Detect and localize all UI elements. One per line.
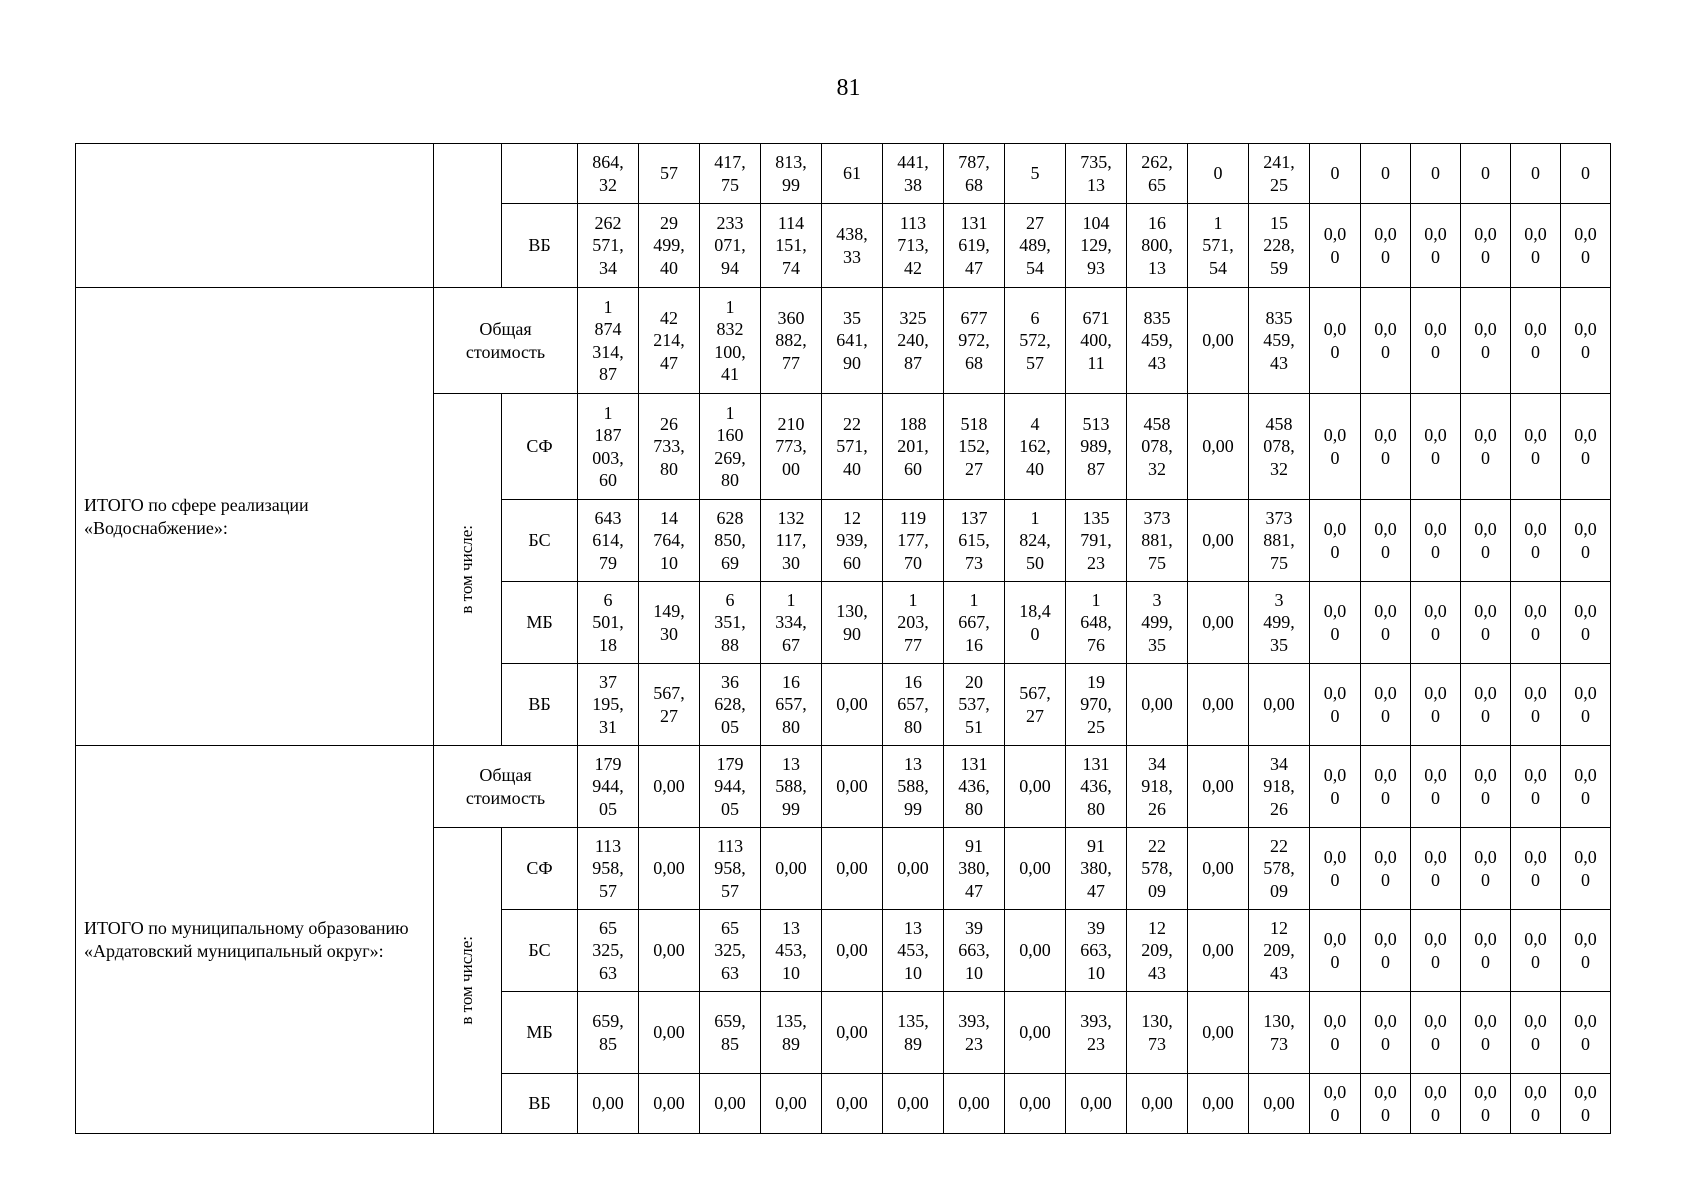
table-row <box>76 288 1611 394</box>
value-cell: 113 958, 57 <box>700 828 761 910</box>
value-cell: 0,0 0 <box>1561 582 1611 664</box>
value-cell: 0,00 <box>822 746 883 828</box>
page-number: 81 <box>836 75 861 101</box>
value-cell: 0,00 <box>822 910 883 992</box>
funding-source-label: БС <box>502 910 578 992</box>
value-cell: 373 881, 75 <box>1127 500 1188 582</box>
value-cell: 1 334, 67 <box>761 582 822 664</box>
value-cell: 0,00 <box>1188 664 1249 746</box>
value-cell: 835 459, 43 <box>1127 288 1188 394</box>
value-cell: 5 <box>1005 144 1066 204</box>
value-cell: 0,00 <box>822 664 883 746</box>
value-cell: 0,00 <box>639 1074 700 1134</box>
value-cell: 262 571, 34 <box>578 204 639 288</box>
value-cell: 37 195, 31 <box>578 664 639 746</box>
value-cell: 0,0 0 <box>1310 582 1361 664</box>
value-cell: 0,0 0 <box>1411 582 1461 664</box>
value-cell: 0,0 0 <box>1511 828 1561 910</box>
value-cell: 135, 89 <box>883 992 944 1074</box>
value-cell: 0,00 <box>1188 992 1249 1074</box>
value-cell: 0,00 <box>1188 288 1249 394</box>
value-cell: 14 764, 10 <box>639 500 700 582</box>
value-cell: 39 663, 10 <box>944 910 1005 992</box>
value-cell: 438, 33 <box>822 204 883 288</box>
value-cell: 0,0 0 <box>1310 746 1361 828</box>
value-cell: 0,0 0 <box>1310 664 1361 746</box>
value-cell: 4 162, 40 <box>1005 394 1066 500</box>
value-cell: 0,0 0 <box>1411 204 1461 288</box>
value-cell: 787, 68 <box>944 144 1005 204</box>
value-cell: 13 588, 99 <box>883 746 944 828</box>
value-cell: 325 240, 87 <box>883 288 944 394</box>
value-cell: 864, 32 <box>578 144 639 204</box>
rotated-label-wrap <box>434 936 501 1025</box>
value-cell: 0,0 0 <box>1361 394 1411 500</box>
value-cell: 16 657, 80 <box>883 664 944 746</box>
value-cell: 0,0 0 <box>1511 500 1561 582</box>
value-cell: 27 489, 54 <box>1005 204 1066 288</box>
empty-subcat-cell <box>434 144 502 288</box>
value-cell: 0,00 <box>1188 394 1249 500</box>
value-cell: 659, 85 <box>578 992 639 1074</box>
value-cell: 0,0 0 <box>1561 664 1611 746</box>
value-cell: 0,0 0 <box>1310 1074 1361 1134</box>
value-cell: 0,0 0 <box>1411 992 1461 1074</box>
value-cell: 0,0 0 <box>1511 910 1561 992</box>
value-cell: 1 160 269, 80 <box>700 394 761 500</box>
value-cell: 0,0 0 <box>1511 394 1561 500</box>
value-cell: 671 400, 11 <box>1066 288 1127 394</box>
value-cell: 0,0 0 <box>1561 204 1611 288</box>
value-cell: 18,4 0 <box>1005 582 1066 664</box>
total-cost-label: Общая стоимость <box>434 746 578 828</box>
value-cell: 0,0 0 <box>1461 828 1511 910</box>
value-cell: 1 187 003, 60 <box>578 394 639 500</box>
value-cell: 0,00 <box>1188 910 1249 992</box>
value-cell: 441, 38 <box>883 144 944 204</box>
value-cell: 16 800, 13 <box>1127 204 1188 288</box>
value-cell: 0,0 0 <box>1511 992 1561 1074</box>
value-cell: 0,0 0 <box>1310 394 1361 500</box>
value-cell: 29 499, 40 <box>639 204 700 288</box>
value-cell: 0 <box>1461 144 1511 204</box>
value-cell: 0,00 <box>944 1074 1005 1134</box>
value-cell: 0,0 0 <box>1561 394 1611 500</box>
value-cell: 65 325, 63 <box>700 910 761 992</box>
value-cell: 0,0 0 <box>1511 1074 1561 1134</box>
value-cell: 15 228, 59 <box>1249 204 1310 288</box>
value-cell: 0,0 0 <box>1561 828 1611 910</box>
value-cell: 0 <box>1411 144 1461 204</box>
value-cell: 6 501, 18 <box>578 582 639 664</box>
value-cell: 0,0 0 <box>1461 910 1511 992</box>
value-cell: 262, 65 <box>1127 144 1188 204</box>
value-cell: 0,0 0 <box>1511 288 1561 394</box>
value-cell: 188 201, 60 <box>883 394 944 500</box>
value-cell: 0,0 0 <box>1561 288 1611 394</box>
value-cell: 0,0 0 <box>1361 288 1411 394</box>
value-cell: 0,00 <box>578 1074 639 1134</box>
value-cell: 20 537, 51 <box>944 664 1005 746</box>
rotated-label-wrap <box>434 525 501 614</box>
value-cell: 137 615, 73 <box>944 500 1005 582</box>
value-cell: 12 209, 43 <box>1127 910 1188 992</box>
value-cell: 0,00 <box>822 992 883 1074</box>
value-cell: 0,0 0 <box>1561 910 1611 992</box>
value-cell: 104 129, 93 <box>1066 204 1127 288</box>
value-cell: 0,0 0 <box>1310 910 1361 992</box>
value-cell: 0,0 0 <box>1310 500 1361 582</box>
value-cell: 91 380, 47 <box>944 828 1005 910</box>
financing-table <box>75 143 1611 1134</box>
value-cell: 628 850, 69 <box>700 500 761 582</box>
value-cell: 130, 73 <box>1127 992 1188 1074</box>
value-cell: 0,00 <box>761 1074 822 1134</box>
value-cell: 0,0 0 <box>1361 664 1411 746</box>
value-cell: 643 614, 79 <box>578 500 639 582</box>
value-cell: 26 733, 80 <box>639 394 700 500</box>
value-cell: 567, 27 <box>1005 664 1066 746</box>
value-cell: 0,0 0 <box>1310 204 1361 288</box>
funding-source-label <box>502 144 578 204</box>
value-cell: 393, 23 <box>944 992 1005 1074</box>
funding-source-label: МБ <box>502 992 578 1074</box>
value-cell: 132 117, 30 <box>761 500 822 582</box>
value-cell: 3 499, 35 <box>1127 582 1188 664</box>
value-cell: 813, 99 <box>761 144 822 204</box>
value-cell: 0,0 0 <box>1461 500 1511 582</box>
value-cell: 13 588, 99 <box>761 746 822 828</box>
value-cell: 0,0 0 <box>1361 910 1411 992</box>
value-cell: 19 970, 25 <box>1066 664 1127 746</box>
empty-name-cell <box>76 144 434 288</box>
value-cell: 0,0 0 <box>1310 288 1361 394</box>
value-cell: 0,00 <box>1188 828 1249 910</box>
value-cell: 518 152, 27 <box>944 394 1005 500</box>
value-cell: 513 989, 87 <box>1066 394 1127 500</box>
value-cell: 0,0 0 <box>1461 1074 1511 1134</box>
value-cell: 0,0 0 <box>1511 746 1561 828</box>
value-cell: 12 939, 60 <box>822 500 883 582</box>
value-cell: 0,0 0 <box>1361 828 1411 910</box>
funding-source-label: ВБ <box>502 1074 578 1134</box>
total-cost-label: Общая стоимость <box>434 288 578 394</box>
value-cell: 0,0 0 <box>1411 394 1461 500</box>
value-cell: 0 <box>1511 144 1561 204</box>
value-cell: 0,00 <box>1127 1074 1188 1134</box>
value-cell: 0,00 <box>1127 664 1188 746</box>
value-cell: 0 <box>1561 144 1611 204</box>
value-cell: 0,00 <box>639 828 700 910</box>
value-cell: 0,0 0 <box>1310 992 1361 1074</box>
value-cell: 149, 30 <box>639 582 700 664</box>
value-cell: 0,00 <box>639 746 700 828</box>
value-cell: 0,00 <box>1005 828 1066 910</box>
funding-source-label: ВБ <box>502 664 578 746</box>
value-cell: 131 436, 80 <box>1066 746 1127 828</box>
in-that-number-label <box>434 394 502 746</box>
value-cell: 0,00 <box>639 910 700 992</box>
value-cell: 113 958, 57 <box>578 828 639 910</box>
value-cell: 210 773, 00 <box>761 394 822 500</box>
value-cell: 0,0 0 <box>1561 500 1611 582</box>
value-cell: 659, 85 <box>700 992 761 1074</box>
value-cell: 0,0 0 <box>1461 288 1511 394</box>
value-cell: 22 578, 09 <box>1249 828 1310 910</box>
value-cell: 0,0 0 <box>1461 582 1511 664</box>
value-cell: 179 944, 05 <box>578 746 639 828</box>
value-cell: 0,0 0 <box>1511 204 1561 288</box>
value-cell: 0,00 <box>1005 1074 1066 1134</box>
value-cell: 22 578, 09 <box>1127 828 1188 910</box>
value-cell: 42 214, 47 <box>639 288 700 394</box>
value-cell: 130, 73 <box>1249 992 1310 1074</box>
funding-source-label: ВБ <box>502 204 578 288</box>
value-cell: 6 572, 57 <box>1005 288 1066 394</box>
value-cell: 0,00 <box>822 828 883 910</box>
value-cell: 0 <box>1361 144 1411 204</box>
value-cell: 0,0 0 <box>1511 664 1561 746</box>
value-cell: 233 071, 94 <box>700 204 761 288</box>
value-cell: 0,0 0 <box>1310 828 1361 910</box>
value-cell: 0,0 0 <box>1411 288 1461 394</box>
value-cell: 393, 23 <box>1066 992 1127 1074</box>
funding-source-label: СФ <box>502 394 578 500</box>
value-cell: 0,0 0 <box>1361 582 1411 664</box>
value-cell: 61 <box>822 144 883 204</box>
value-cell: 3 499, 35 <box>1249 582 1310 664</box>
value-cell: 0,00 <box>883 1074 944 1134</box>
value-cell: 0,0 0 <box>1361 1074 1411 1134</box>
value-cell: 0,0 0 <box>1461 992 1511 1074</box>
value-cell: 0 <box>1188 144 1249 204</box>
value-cell: 0,00 <box>1005 746 1066 828</box>
value-cell: 114 151, 74 <box>761 204 822 288</box>
value-cell: 35 641, 90 <box>822 288 883 394</box>
value-cell: 0,00 <box>761 828 822 910</box>
value-cell: 0,0 0 <box>1411 910 1461 992</box>
value-cell: 0 <box>1310 144 1361 204</box>
value-cell: 57 <box>639 144 700 204</box>
value-cell: 458 078, 32 <box>1249 394 1310 500</box>
value-cell: 0,0 0 <box>1411 746 1461 828</box>
value-cell: 36 628, 05 <box>700 664 761 746</box>
value-cell: 34 918, 26 <box>1127 746 1188 828</box>
funding-source-label: МБ <box>502 582 578 664</box>
value-cell: 417, 75 <box>700 144 761 204</box>
value-cell: 241, 25 <box>1249 144 1310 204</box>
value-cell: 119 177, 70 <box>883 500 944 582</box>
block-title: ИТОГО по сфере реализации «Водоснабжение»: <box>76 288 434 746</box>
value-cell: 735, 13 <box>1066 144 1127 204</box>
value-cell: 835 459, 43 <box>1249 288 1310 394</box>
value-cell: 65 325, 63 <box>578 910 639 992</box>
value-cell: 0,00 <box>1005 910 1066 992</box>
value-cell: 1 824, 50 <box>1005 500 1066 582</box>
funding-source-label: БС <box>502 500 578 582</box>
value-cell: 0,0 0 <box>1461 204 1511 288</box>
value-cell: 16 657, 80 <box>761 664 822 746</box>
value-cell: 1 667, 16 <box>944 582 1005 664</box>
value-cell: 0,00 <box>1249 664 1310 746</box>
funding-source-label: СФ <box>502 828 578 910</box>
in-that-number-label <box>434 828 502 1134</box>
value-cell: 0,0 0 <box>1361 500 1411 582</box>
value-cell: 0,00 <box>1188 746 1249 828</box>
value-cell: 677 972, 68 <box>944 288 1005 394</box>
block-title: ИТОГО по муниципальному образованию «Ардатовский муниципальный округ»: <box>76 746 434 1134</box>
value-cell: 39 663, 10 <box>1066 910 1127 992</box>
value-cell: 0,00 <box>1005 992 1066 1074</box>
value-cell: 113 713, 42 <box>883 204 944 288</box>
value-cell: 1 203, 77 <box>883 582 944 664</box>
value-cell: 91 380, 47 <box>1066 828 1127 910</box>
value-cell: 0,00 <box>700 1074 761 1134</box>
value-cell: 0,00 <box>1249 1074 1310 1134</box>
value-cell: 1 874 314, 87 <box>578 288 639 394</box>
value-cell: 0,0 0 <box>1511 582 1561 664</box>
value-cell: 0,0 0 <box>1411 1074 1461 1134</box>
in-that-number-text: в том числе: <box>457 525 477 614</box>
value-cell: 0,0 0 <box>1561 992 1611 1074</box>
value-cell: 0,00 <box>639 992 700 1074</box>
value-cell: 0,00 <box>1188 582 1249 664</box>
value-cell: 0,0 0 <box>1361 746 1411 828</box>
value-cell: 0,00 <box>1188 1074 1249 1134</box>
value-cell: 12 209, 43 <box>1249 910 1310 992</box>
in-that-number-text: в том числе: <box>457 936 477 1025</box>
value-cell: 0,0 0 <box>1461 664 1511 746</box>
value-cell: 1 832 100, 41 <box>700 288 761 394</box>
value-cell: 0,0 0 <box>1561 1074 1611 1134</box>
value-cell: 458 078, 32 <box>1127 394 1188 500</box>
value-cell: 135, 89 <box>761 992 822 1074</box>
value-cell: 567, 27 <box>639 664 700 746</box>
value-cell: 0,00 <box>1066 1074 1127 1134</box>
value-cell: 360 882, 77 <box>761 288 822 394</box>
value-cell: 6 351, 88 <box>700 582 761 664</box>
value-cell: 0,00 <box>1188 500 1249 582</box>
value-cell: 0,0 0 <box>1561 746 1611 828</box>
value-cell: 0,0 0 <box>1411 664 1461 746</box>
value-cell: 0,0 0 <box>1461 746 1511 828</box>
value-cell: 22 571, 40 <box>822 394 883 500</box>
value-cell: 0,0 0 <box>1411 828 1461 910</box>
value-cell: 131 619, 47 <box>944 204 1005 288</box>
value-cell: 13 453, 10 <box>883 910 944 992</box>
value-cell: 373 881, 75 <box>1249 500 1310 582</box>
value-cell: 135 791, 23 <box>1066 500 1127 582</box>
value-cell: 1 648, 76 <box>1066 582 1127 664</box>
value-cell: 0,0 0 <box>1361 204 1411 288</box>
value-cell: 0,0 0 <box>1461 394 1511 500</box>
value-cell: 131 436, 80 <box>944 746 1005 828</box>
value-cell: 0,00 <box>822 1074 883 1134</box>
value-cell: 34 918, 26 <box>1249 746 1310 828</box>
value-cell: 1 571, 54 <box>1188 204 1249 288</box>
table-row <box>76 746 1611 828</box>
value-cell: 0,0 0 <box>1411 500 1461 582</box>
value-cell: 13 453, 10 <box>761 910 822 992</box>
value-cell: 179 944, 05 <box>700 746 761 828</box>
table-row <box>76 144 1611 204</box>
value-cell: 130, 90 <box>822 582 883 664</box>
value-cell: 0,0 0 <box>1361 992 1411 1074</box>
value-cell: 0,00 <box>883 828 944 910</box>
